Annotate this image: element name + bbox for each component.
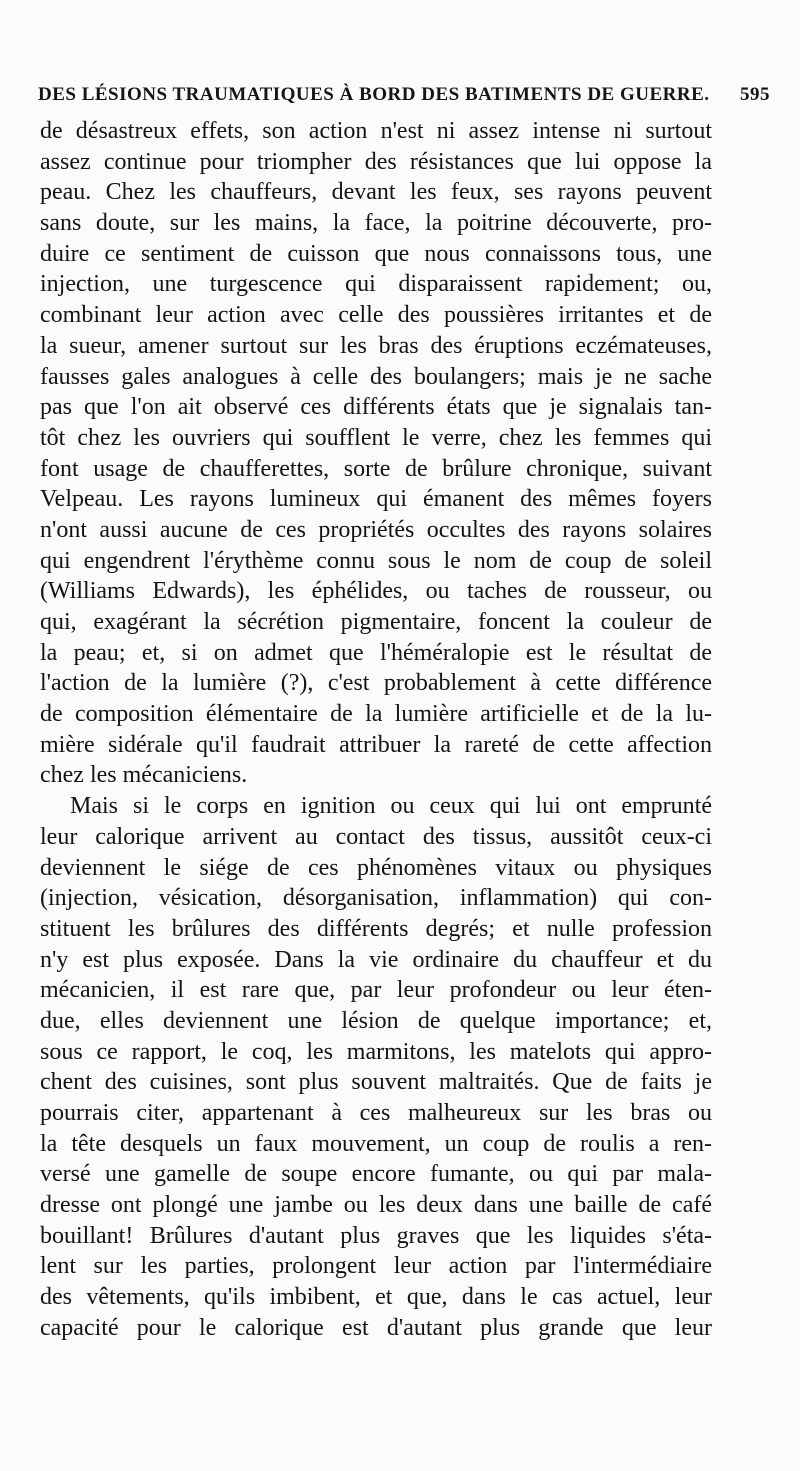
text-line: assez continue pour triompher des résistances que lui oppose la bbox=[40, 148, 712, 175]
text-line: versé une gamelle de soupe encore fumante, ou qui par mala- bbox=[40, 1161, 712, 1188]
text-line: mière sidérale qu'il faudrait attribuer la rareté de cette affection bbox=[40, 731, 712, 758]
text-line: sous ce rapport, le coq, les marmitons, les matelots qui appro- bbox=[40, 1038, 712, 1065]
text-line: stituent les brûlures des différents degrés; et nulle profession bbox=[40, 915, 712, 942]
text-line: chez les mécaniciens. bbox=[40, 762, 248, 789]
text-line: de désastreux effets, son action n'est ni assez intense ni surtout bbox=[40, 118, 712, 144]
text-line: font usage de chaufferettes, sorte de brûlure chronique, suivant bbox=[40, 455, 712, 482]
text-line: dresse ont plongé une jambe ou les deux dans une baille de café bbox=[40, 1192, 712, 1219]
text-line: duire ce sentiment de cuisson que nous connaissons tous, une bbox=[40, 240, 712, 267]
text-line: qui engendrent l'érythème connu sous le nom de coup de soleil bbox=[40, 547, 712, 574]
text-line: peau. Chez les chauffeurs, devant les feux, ses rayons peuvent bbox=[40, 179, 712, 206]
text-line: lent sur les parties, prolongent leur action par l'intermédiaire bbox=[40, 1253, 712, 1280]
text-line: des vêtements, qu'ils imbibent, et que, dans le cas actuel, leur bbox=[40, 1284, 712, 1311]
text-line: injection, une turgescence qui disparaissent rapidement; ou, bbox=[40, 271, 712, 298]
running-title: DES LÉSIONS TRAUMATIQUES À BORD DES BATIMENTS DE GUERRE. bbox=[38, 84, 710, 105]
text-line: tôt chez les ouvriers qui soufflent le verre, chez les femmes qui bbox=[40, 424, 712, 451]
text-line: fausses gales analogues à celle des boulangers; mais je ne sache bbox=[40, 363, 712, 390]
text-line: combinant leur action avec celle des poussières irritantes et de bbox=[40, 302, 712, 329]
text-line: Velpeau. Les rayons lumineux qui émanent des mêmes foyers bbox=[40, 486, 712, 513]
text-line: sans doute, sur les mains, la face, la poitrine découverte, pro- bbox=[40, 210, 712, 237]
paragraph-2 bbox=[40, 791, 712, 1343]
text-line: Mais si le corps en ignition ou ceux qui lui ont emprunté bbox=[70, 793, 712, 820]
text-line: (Williams Edwards), les éphélides, ou taches de rousseur, ou bbox=[40, 578, 712, 605]
body-text bbox=[40, 116, 712, 1344]
text-line: bouillant! Brûlures d'autant plus graves que les liquides s'éta- bbox=[40, 1222, 712, 1249]
text-line: capacité pour le calorique est d'autant plus grande que leur bbox=[40, 1314, 712, 1341]
text-line: pourrais citer, appartenant à ces malheureux sur les bras ou bbox=[40, 1100, 712, 1126]
text-line: qui, exagérant la sécrétion pigmentaire, foncent la couleur de bbox=[40, 609, 712, 635]
text-line: mécanicien, il est rare que, par leur profondeur ou leur éten- bbox=[40, 977, 712, 1004]
paragraph-1 bbox=[40, 116, 712, 791]
text-line: n'y est plus exposée. Dans la vie ordinaire du chauffeur et du bbox=[40, 946, 712, 973]
text-line: de composition élémentaire de la lumière artificielle et de la lu- bbox=[40, 701, 712, 728]
text-line: chent des cuisines, sont plus souvent maltraités. Que de faits je bbox=[40, 1069, 712, 1096]
text-line: la peau; et, si on admet que l'héméralopie est le résultat de bbox=[40, 639, 712, 666]
text-line: (injection, vésication, désorganisation, inflammation) qui con- bbox=[40, 885, 712, 912]
text-line: l'action de la lumière (?), c'est probablement à cette différence bbox=[40, 670, 712, 697]
text-line: leur calorique arrivent au contact des tissus, aussitôt ceux-ci bbox=[40, 823, 712, 850]
page-number: 595 bbox=[740, 84, 770, 105]
text-line: pas que l'on ait observé ces différents états que je signalais tan- bbox=[40, 394, 712, 421]
text-line: n'ont aussi aucune de ces propriétés occultes des rayons solaires bbox=[40, 516, 712, 543]
text-line: la tête desquels un faux mouvement, un coup de roulis a ren- bbox=[40, 1130, 712, 1157]
running-header bbox=[38, 84, 770, 112]
text-line: due, elles deviennent une lésion de quelque importance; et, bbox=[40, 1007, 712, 1034]
text-line: deviennent le siége de ces phénomènes vitaux ou physiques bbox=[40, 854, 712, 881]
text-line: la sueur, amener surtout sur les bras des éruptions eczémateuses, bbox=[40, 332, 712, 359]
